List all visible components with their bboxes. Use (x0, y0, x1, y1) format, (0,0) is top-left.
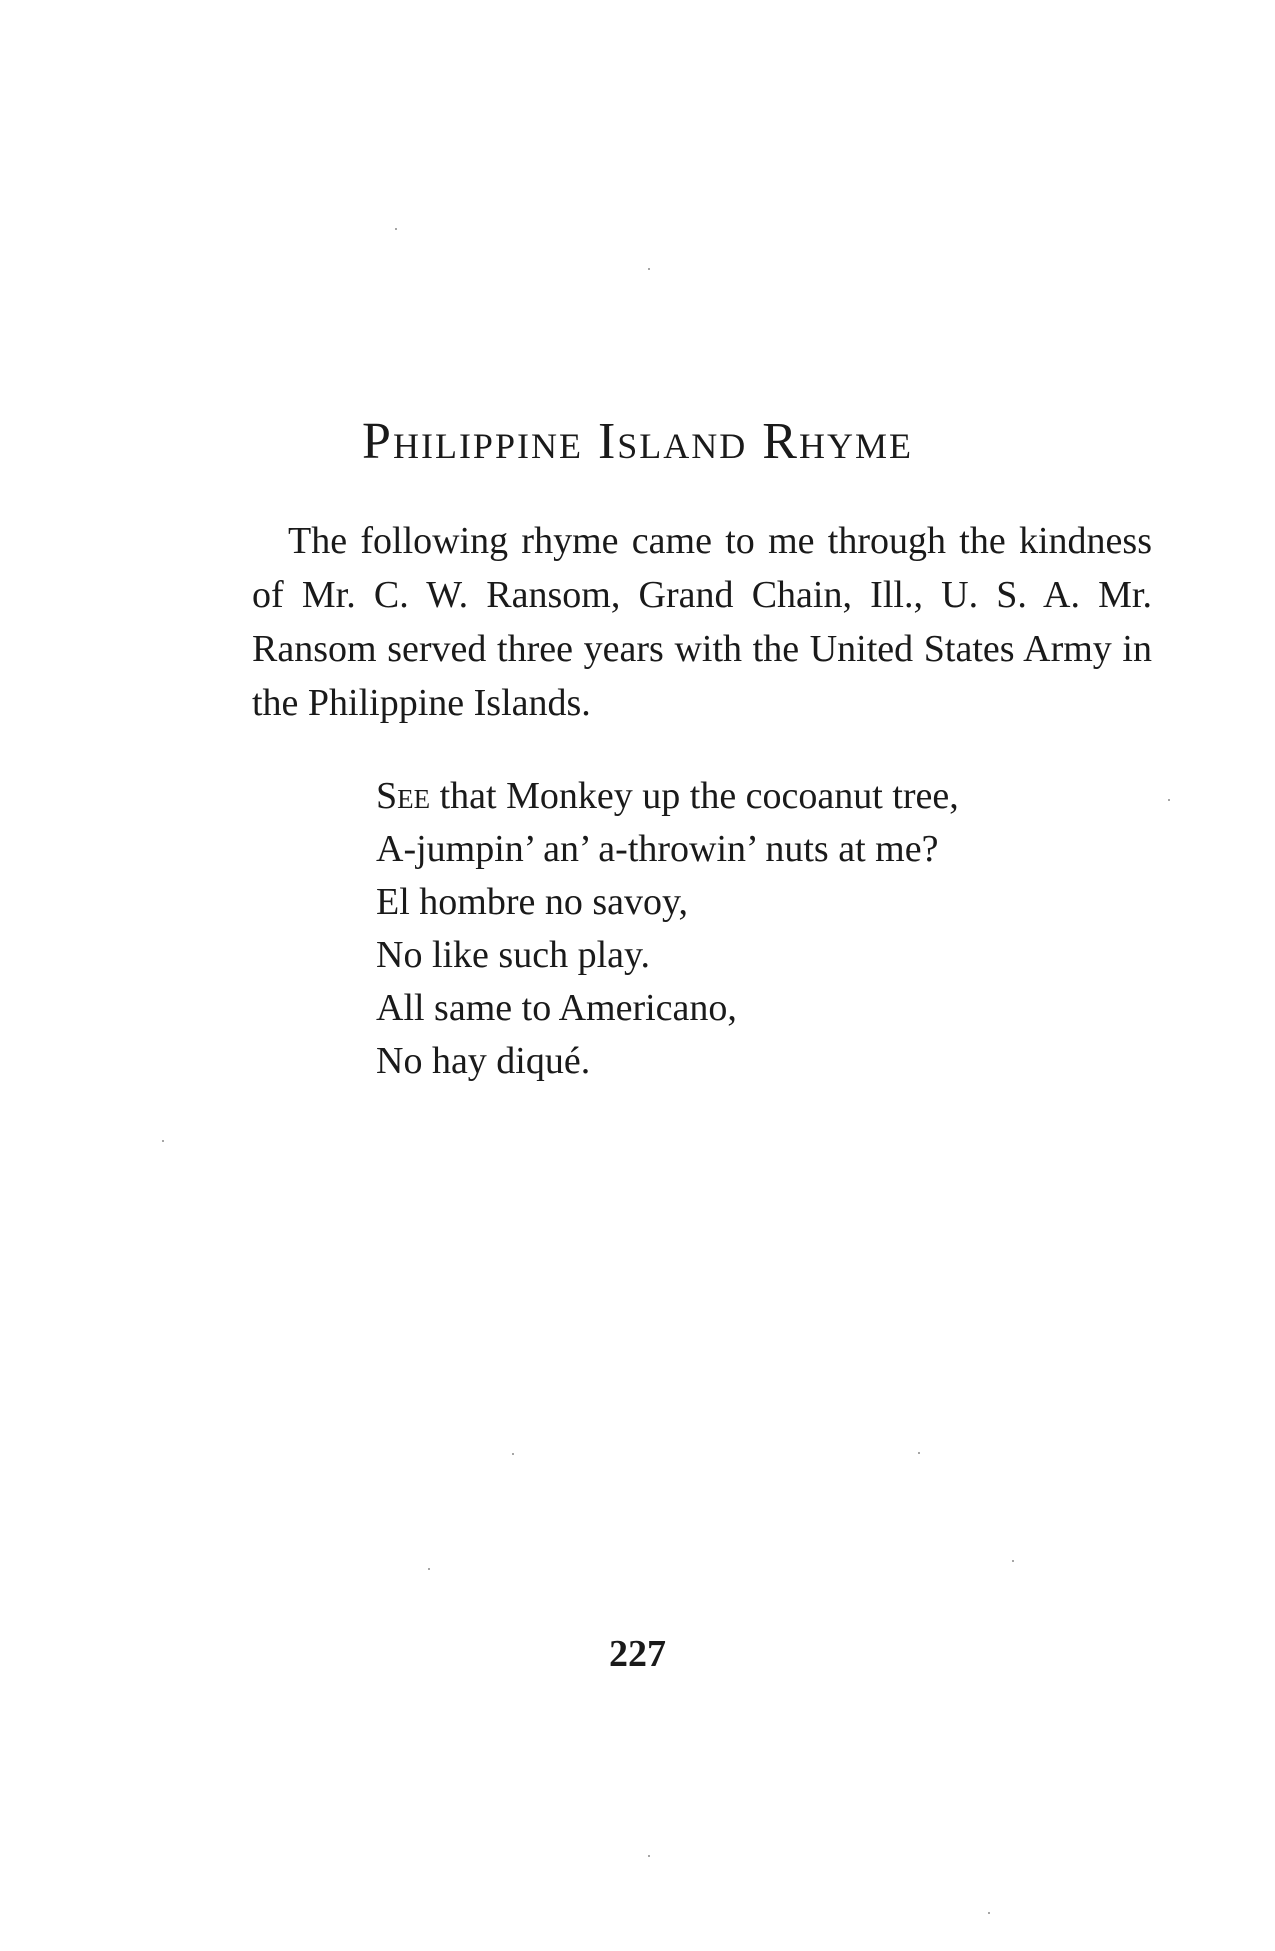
verse-line: No hay diqué. (376, 1040, 591, 1082)
paper-speck (648, 268, 650, 270)
paper-speck (1012, 1560, 1014, 1562)
paper-speck (918, 1452, 920, 1454)
page-number: 227 (609, 1633, 666, 1675)
paper-speck (512, 1453, 514, 1455)
paper-speck (1168, 799, 1170, 801)
paper-speck (648, 1855, 650, 1857)
verse-first-word: See (376, 775, 431, 817)
paper-speck (395, 228, 397, 230)
verse-line: All same to Americano, (376, 987, 737, 1029)
paper-speck (162, 1140, 164, 1142)
paper-speck (988, 1912, 990, 1914)
verse-line: No like such play. (376, 934, 651, 976)
rhyme-verse (376, 770, 959, 1088)
verse-first-line-rest: that Monkey up the cocoanut tree, (430, 775, 959, 817)
page-title: Philippine Island Rhyme (362, 413, 913, 470)
paper-speck (428, 1568, 430, 1570)
verse-line: El hombre no savoy, (376, 881, 689, 923)
intro-paragraph: The following rhyme came to me through the kindness of Mr. C. W. Ransom, Grand Chain, Ill., U. S. A. Mr. Ransom served three years with the United States Army in the Philippine Islands. (252, 520, 1152, 724)
verse-line: A-jumpin’ an’ a-throwin’ nuts at me? (376, 828, 939, 870)
verse-line (376, 770, 959, 823)
